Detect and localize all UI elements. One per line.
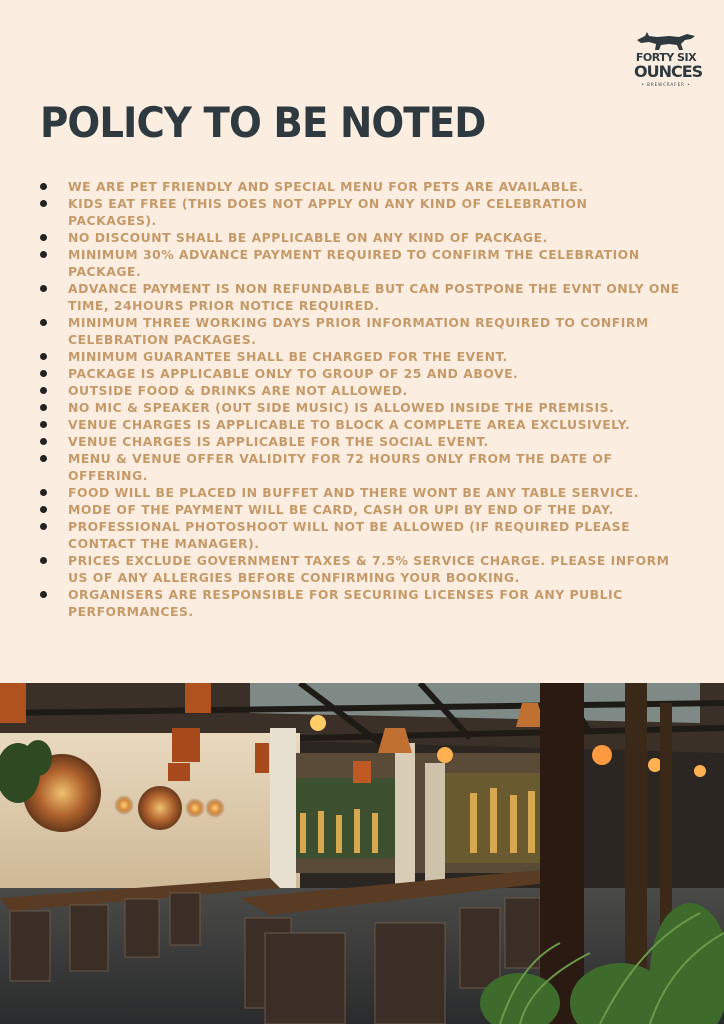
policy-item bbox=[40, 280, 680, 314]
restaurant-interior-photo bbox=[0, 683, 724, 1024]
policy-text: PRICES EXCLUDE GOVERNMENT TAXES & 7.5% SERVICE CHARGE. PLEASE INFORM US OF ANY ALLERGIES BEFORE CONFIRMING YOUR BOOKING. bbox=[68, 553, 670, 585]
policy-text: ORGANISERS ARE RESPONSIBLE FOR SECURING LICENSES FOR ANY PUBLIC PERFORMANCES. bbox=[68, 587, 623, 619]
bullet-icon bbox=[40, 353, 47, 360]
policy-item bbox=[40, 518, 680, 552]
policy-item bbox=[40, 433, 680, 450]
policy-text: MENU & VENUE OFFER VALIDITY FOR 72 HOURS ONLY FROM THE DATE OF OFFERING. bbox=[68, 451, 613, 483]
policy-text: MINIMUM 30% ADVANCE PAYMENT REQUIRED TO CONFIRM THE CELEBRATION PACKAGE. bbox=[68, 247, 640, 279]
logo-line-2: OUNCES bbox=[634, 62, 703, 81]
policy-item bbox=[40, 416, 680, 433]
policy-text: PACKAGE IS APPLICABLE ONLY TO GROUP OF 25 AND ABOVE. bbox=[68, 366, 519, 381]
bullet-icon bbox=[40, 404, 47, 411]
bullet-icon bbox=[40, 234, 47, 241]
policy-text: NO MIC & SPEAKER (OUT SIDE MUSIC) IS ALLOWED INSIDE THE PREMISIS. bbox=[68, 400, 615, 415]
policy-item bbox=[40, 246, 680, 280]
policy-text: VENUE CHARGES IS APPLICABLE TO BLOCK A COMPLETE AREA EXCLUSIVELY. bbox=[68, 417, 631, 432]
policy-text: MINIMUM THREE WORKING DAYS PRIOR INFORMATION REQUIRED TO CONFIRM CELEBRATION PACKAGES. bbox=[68, 315, 649, 347]
logo-line-1: FORTY SIX bbox=[635, 51, 697, 64]
bullet-icon bbox=[40, 285, 47, 292]
policy-item bbox=[40, 178, 680, 195]
policy-item bbox=[40, 365, 680, 382]
bullet-icon bbox=[40, 421, 47, 428]
policy-item bbox=[40, 399, 680, 416]
policy-item bbox=[40, 501, 680, 518]
bullet-icon bbox=[40, 506, 47, 513]
bullet-icon bbox=[40, 319, 47, 326]
bullet-icon bbox=[40, 387, 47, 394]
bullet-icon bbox=[40, 489, 47, 496]
policy-list bbox=[40, 178, 680, 620]
policy-item bbox=[40, 552, 680, 586]
policy-item bbox=[40, 229, 680, 246]
policy-item bbox=[40, 314, 680, 348]
bullet-icon bbox=[40, 455, 47, 462]
policy-item bbox=[40, 586, 680, 620]
bullet-icon bbox=[40, 183, 47, 190]
policy-text: NO DISCOUNT SHALL BE APPLICABLE ON ANY KIND OF PACKAGE. bbox=[68, 230, 548, 245]
bullet-icon bbox=[40, 251, 47, 258]
policy-item bbox=[40, 195, 680, 229]
policy-item bbox=[40, 450, 680, 484]
bullet-icon bbox=[40, 557, 47, 564]
policy-text: VENUE CHARGES IS APPLICABLE FOR THE SOCIAL EVENT. bbox=[68, 434, 489, 449]
bullet-icon bbox=[40, 523, 47, 530]
policy-item bbox=[40, 348, 680, 365]
bullet-icon bbox=[40, 438, 47, 445]
bullet-icon bbox=[40, 200, 47, 207]
bullet-icon bbox=[40, 370, 47, 377]
page-title: POLICY TO BE NOTED bbox=[40, 98, 486, 147]
policy-text: PROFESSIONAL PHOTOSHOOT WILL NOT BE ALLOWED (IF REQUIRED PLEASE CONTACT THE MANAGER). bbox=[68, 519, 631, 551]
policy-text: FOOD WILL BE PLACED IN BUFFET AND THERE WONT BE ANY TABLE SERVICE. bbox=[68, 485, 639, 500]
policy-text: WE ARE PET FRIENDLY AND SPECIAL MENU FOR PETS ARE AVAILABLE. bbox=[68, 179, 584, 194]
bullet-icon bbox=[40, 591, 47, 598]
policy-text: ADVANCE PAYMENT IS NON REFUNDABLE BUT CAN POSTPONE THE EVNT ONLY ONE TIME, 24HOURS PRIOR NOTICE REQUIRED. bbox=[68, 281, 680, 313]
policy-text: MINIMUM GUARANTEE SHALL BE CHARGED FOR THE EVENT. bbox=[68, 349, 508, 364]
fox-icon bbox=[635, 30, 697, 52]
policy-text: KIDS EAT FREE (THIS DOES NOT APPLY ON ANY KIND OF CELEBRATION PACKAGES). bbox=[68, 196, 588, 228]
policy-item bbox=[40, 484, 680, 501]
policy-text: MODE OF THE PAYMENT WILL BE CARD, CASH OR UPI BY END OF THE DAY. bbox=[68, 502, 614, 517]
brand-logo bbox=[634, 30, 703, 87]
policy-text: OUTSIDE FOOD & DRINKS ARE NOT ALLOWED. bbox=[68, 383, 408, 398]
policy-item bbox=[40, 382, 680, 399]
logo-line-3: • BREWCRAFER • bbox=[641, 82, 691, 87]
